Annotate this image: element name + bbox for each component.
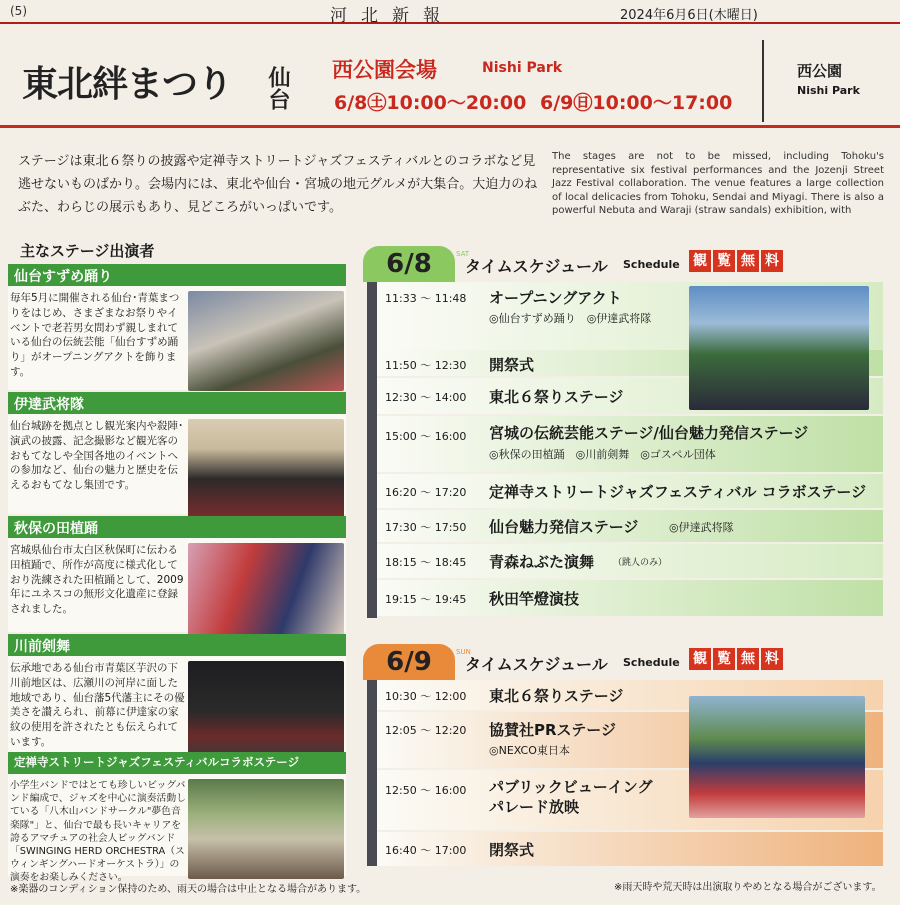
performer-card (8, 264, 346, 390)
schedule-row (377, 510, 883, 542)
day1-date-tab: 6/8 (363, 246, 455, 282)
row-title: 東北６祭りステージ (489, 388, 624, 406)
performer-photo (188, 419, 344, 519)
performer-card (8, 392, 346, 514)
stage-photo (689, 286, 869, 410)
row-time: 16:20 ～ 17:20 (385, 486, 467, 499)
row-title: 開祭式 (489, 356, 535, 374)
row-time: 11:33 ～ 11:48 (385, 292, 467, 305)
header-divider (762, 40, 764, 122)
free-badge-char: 覧 (713, 250, 735, 272)
row-time: 11:50 ～ 12:30 (385, 359, 467, 372)
row-sub: ◎伊達武将隊 (669, 521, 734, 534)
performer-name: 定禅寺ストリートジャズフェスティバルコラボステージ (8, 752, 346, 774)
row-time: 12:50 ～ 16:00 (385, 784, 467, 797)
day2-hours: 6/9㊐10:00～17:00 (540, 92, 733, 114)
row-title: 宮城の伝統芸能ステージ/仙台魅力発信ステージ (489, 424, 809, 442)
performers-title: 主なステージ出演者 (20, 242, 155, 260)
row-time: 18:15 ～ 18:45 (385, 556, 467, 569)
page-number: (5) (10, 4, 27, 18)
performer-name: 川前剣舞 (8, 634, 346, 656)
performer-card (8, 634, 346, 752)
performer-name: 仙台すずめ踊り (8, 264, 346, 286)
row-title: 秋田竿燈演技 (489, 590, 580, 608)
area-label-en: Nishi Park (797, 84, 860, 97)
performer-photo (188, 543, 344, 643)
free-badge-char: 覧 (713, 648, 735, 670)
schedule-title-en: Schedule (623, 656, 680, 669)
schedule-row (377, 580, 883, 616)
schedule-footnote: ※雨天時や荒天時は出演取りやめとなる場合がございます。 (614, 882, 882, 893)
row-title: 東北６祭りステージ (489, 687, 624, 705)
row-title: 協賛社PRステージ (489, 721, 616, 739)
day2-date-tab: 6/9 (363, 644, 455, 680)
day2-dow: SUN (456, 648, 471, 656)
free-badge-char: 料 (761, 648, 783, 670)
intro-text-jp: ステージは東北６祭りの披露や定禅寺ストリートジャズフェスティバルとのコラボなど見逃せないものばかり。会場内には、東北や仙台・宮城の地元グルメが大集合。大迫力のねぶた、わらじの展示もあり、見どころがいっぱいです。 (18, 154, 538, 215)
performer-description: 小学生バンドではとても珍しいビッグバンド編成で、ジャズを中心に演奏活動している「八木山バンドサークル"夢色音楽隊"」と、仙台で最も長いキャリアを誇るアマチュアの社会人ビッグバンド「SWINGING HERD ORCHESTRA（スウィンギングハードオーケストラ）」の演奏をお楽しみください。 (10, 780, 186, 884)
free-badge-char: 観 (689, 250, 711, 272)
row-title: 定禅寺ストリートジャズフェスティバル コラボステージ (489, 483, 867, 501)
row-title: 閉祭式 (489, 841, 535, 859)
schedule-day1 (363, 246, 883, 618)
free-badge-char: 無 (737, 250, 759, 272)
schedule-row (377, 832, 883, 866)
row-sub: ◎仙台すずめ踊り ◎伊達武将隊 (489, 312, 652, 325)
intro-text-en: The stages are not to be missed, including Tohoku's representative six festival performances and the Jozenji Street Jazz Festival collaboration. The venue features a large collection of local delicacies from Tohoku, Sendai and Miyagi. There is also a powerful Nebuta and Waraji (straw sandals) exhibition, with (552, 151, 884, 216)
performers-footnote: ※楽器のコンディション保持のため、雨天の場合は中止となる場合があります。 (10, 884, 367, 895)
row-time: 12:05 ～ 12:20 (385, 724, 467, 737)
row-time: 16:40 ～ 17:00 (385, 844, 467, 857)
performer-description: 伝承地である仙台市青葉区芋沢の下川前地区は、広瀬川の河岸に面した地域であり、仙台藩5代藩主にその優美さを讃えられ、前幕に伊達家の家紋の使用を許されたとも伝えられています。 (10, 662, 185, 748)
performer-card (8, 752, 346, 884)
row-sub: ◎NEXCO東日本 (489, 744, 570, 757)
venue-title-en: Nishi Park (482, 60, 563, 76)
row-sub: ◎秋保の田植踊 ◎川前剣舞 ◎ゴスペル団体 (489, 448, 716, 461)
performer-photo (188, 779, 344, 879)
row-sub: （跳人のみ） (613, 558, 668, 568)
row-sub: パレード放映 (489, 798, 580, 816)
schedule-title: タイムスケジュール (465, 257, 608, 276)
event-header (0, 36, 900, 128)
performer-description: 仙台城跡を拠点とし観光案内や殺陣･演武の披露、記念撮影など観光客のおもてなしや全国各地のイベントへの参加など、仙台の魅力と歴史を伝えるおもてなし集団です。 (10, 420, 184, 492)
parade-photo (689, 696, 865, 818)
row-time: 17:30 ～ 17:50 (385, 521, 467, 534)
row-title: 仙台魅力発信ステージ (489, 518, 639, 536)
free-badge-char: 料 (761, 250, 783, 272)
schedule-row (377, 416, 883, 472)
day1-hours: 6/8㊏10:00～20:00 (334, 92, 527, 114)
masthead (0, 0, 900, 24)
performer-name: 秋保の田植踊 (8, 516, 346, 538)
schedule-row (377, 474, 883, 508)
performer-card (8, 516, 346, 632)
schedule-row (377, 544, 883, 578)
row-time: 15:00 ～ 16:00 (385, 430, 467, 443)
free-badge-char: 観 (689, 648, 711, 670)
row-time: 10:30 ～ 12:00 (385, 690, 467, 703)
schedule-title: タイムスケジュール (465, 655, 608, 674)
row-title: オープニングアクト (489, 289, 622, 307)
event-logo: 東北絆まつり (22, 64, 233, 105)
row-time: 12:30 ～ 14:00 (385, 391, 467, 404)
timeline-rail (367, 680, 377, 866)
schedule-day2 (363, 644, 883, 866)
issue-date: 2024年6月6日(木曜日) (620, 8, 758, 23)
area-label: 西公園 (797, 62, 843, 80)
performer-photo (188, 291, 344, 391)
timeline-rail (367, 282, 377, 618)
performer-photo (188, 661, 344, 761)
schedule-title-en: Schedule (623, 258, 680, 271)
newspaper-name: 河北新報 (330, 6, 454, 26)
performer-name: 伊達武将隊 (8, 392, 346, 414)
performer-description: 毎年5月に開催される仙台･青葉まつりをはじめ、さまざまなお祭りやイベントで老若男女問わず親しまれている仙台の伝統芸能「仙台すずめ踊り」がオープニングアクトを飾ります。 (10, 292, 180, 378)
row-title: パブリックビューイング (489, 778, 653, 796)
day1-dow: SAT (456, 250, 470, 258)
performer-description: 宮城県仙台市太白区秋保町に伝わる田植踊で、所作が高度に様式化しており洗練された田植踊として、2009年にユネスコの無形文化遺産に登録されました。 (10, 544, 184, 616)
free-badge-char: 無 (737, 648, 759, 670)
row-title: 青森ねぶた演舞 (489, 553, 595, 571)
row-time: 19:15 ～ 19:45 (385, 593, 467, 606)
event-logo-city: 仙台 (265, 66, 290, 110)
venue-title: 西公園会場 (332, 58, 437, 82)
